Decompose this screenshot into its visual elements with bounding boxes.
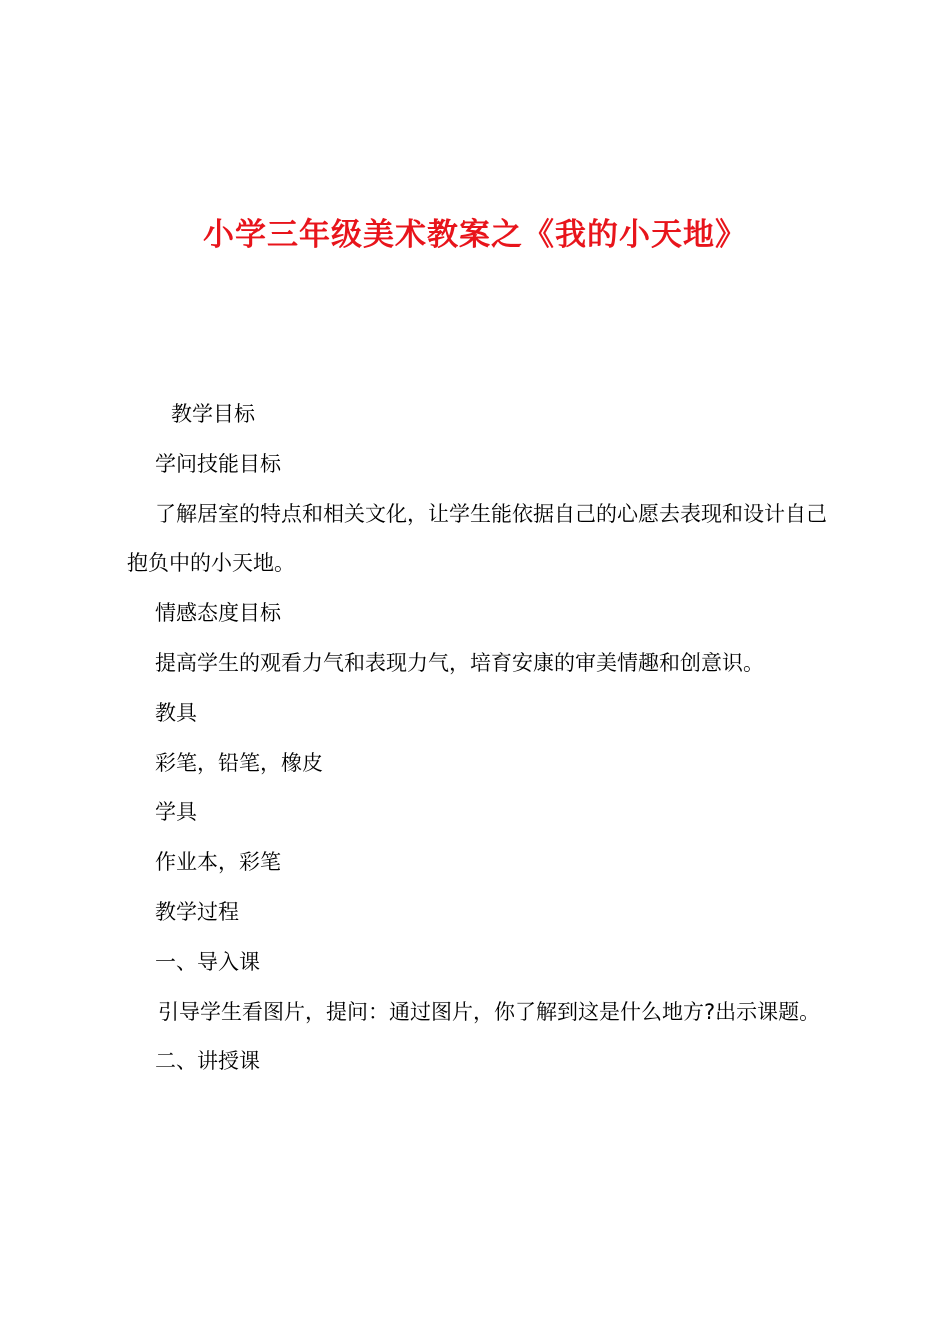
- document-title: 小学三年级美术教案之《我的小天地》: [203, 217, 747, 253]
- paragraph-step-one-text: 引导学生看图片，提问：通过图片，你了解到这是什么地方?出示课题。: [158, 999, 821, 1024]
- paragraph-student-tools-list: 作业本，彩笔: [155, 850, 281, 875]
- heading-student-tools: 学具: [155, 800, 197, 825]
- heading-emotion-attitude-goals: 情感态度目标: [155, 601, 281, 626]
- paragraph-teaching-aids-list: 彩笔，铅笔，橡皮: [155, 750, 323, 775]
- paragraph-knowledge-goal-text: 了解居室的特点和相关文化，让学生能依据自己的心愿去表现和设计自己抱负中的小天地。: [127, 501, 827, 576]
- heading-teaching-aids: 教具: [155, 700, 197, 725]
- heading-step-two-lecture: 二、讲授课: [155, 1049, 260, 1074]
- heading-knowledge-skill-goals: 学问技能目标: [155, 451, 281, 476]
- paragraph-emotion-goal-text: 提高学生的观看力气和表现力气，培育安康的审美情趣和创意识。: [155, 650, 764, 675]
- heading-step-one-intro: 一、导入课: [155, 949, 260, 974]
- document-body: [127, 390, 833, 1087]
- heading-teaching-process: 教学过程: [155, 899, 239, 924]
- heading-teaching-goals: 教学目标: [171, 402, 255, 426]
